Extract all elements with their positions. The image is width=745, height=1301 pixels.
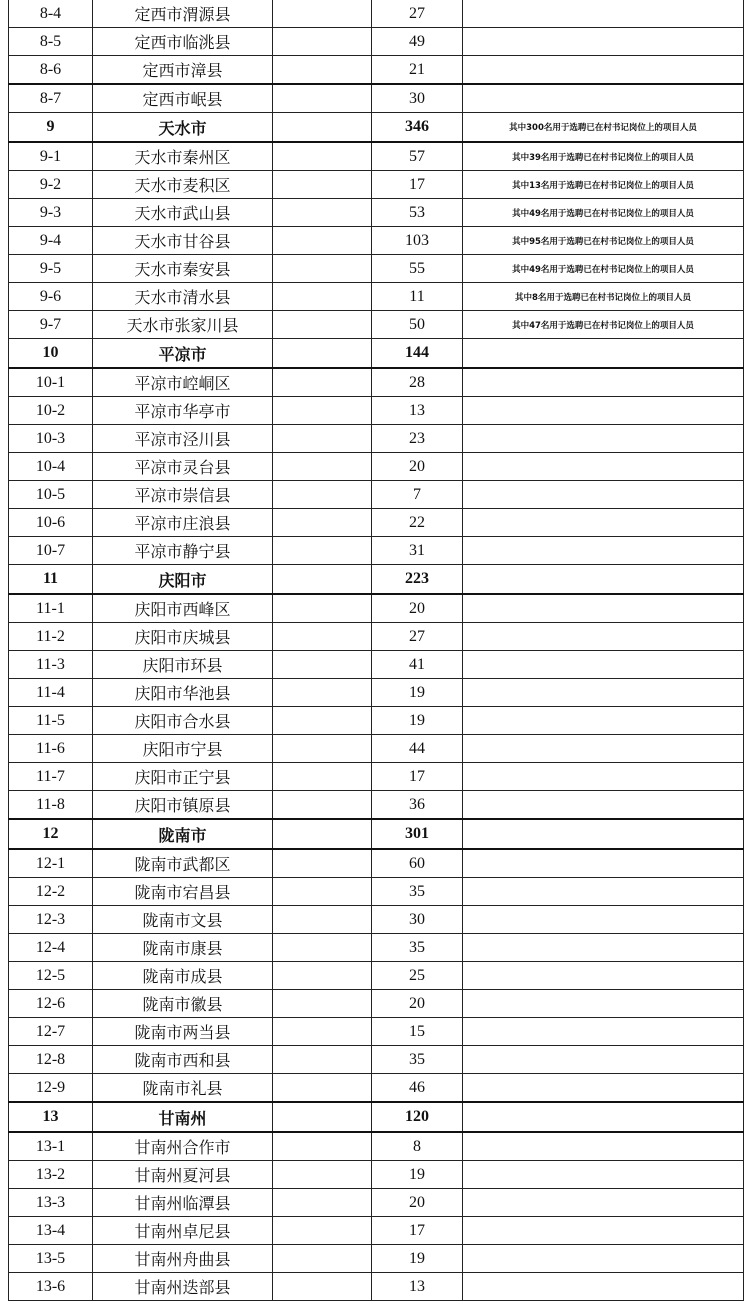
row-number: 11-6 xyxy=(9,735,93,763)
region-name: 庆阳市华池县 xyxy=(93,679,273,707)
quota-count: 23 xyxy=(372,425,463,453)
blank-cell xyxy=(273,651,372,679)
quota-count: 301 xyxy=(372,819,463,849)
region-name: 陇南市成县 xyxy=(93,962,273,990)
remark xyxy=(463,1046,744,1074)
table-row xyxy=(9,849,744,878)
row-number: 9-4 xyxy=(9,227,93,255)
blank-cell xyxy=(273,84,372,113)
table-row xyxy=(9,453,744,481)
remark xyxy=(463,763,744,791)
region-name: 庆阳市庆城县 xyxy=(93,623,273,651)
quota-count: 20 xyxy=(372,990,463,1018)
table-row xyxy=(9,906,744,934)
region-name: 甘南州 xyxy=(93,1102,273,1132)
quota-count: 49 xyxy=(372,28,463,56)
table-row xyxy=(9,962,744,990)
row-number: 13-1 xyxy=(9,1132,93,1161)
table-row xyxy=(9,0,744,28)
blank-cell xyxy=(273,906,372,934)
quota-count: 346 xyxy=(372,113,463,143)
table-row xyxy=(9,283,744,311)
row-number: 10-3 xyxy=(9,425,93,453)
quota-count: 21 xyxy=(372,56,463,85)
remark: 其中300名用于选聘已在村书记岗位上的项目人员 xyxy=(463,113,744,143)
blank-cell xyxy=(273,1189,372,1217)
row-number: 13 xyxy=(9,1102,93,1132)
region-name: 庆阳市宁县 xyxy=(93,735,273,763)
table-row-group xyxy=(9,1102,744,1132)
table-row xyxy=(9,594,744,623)
quota-count: 13 xyxy=(372,397,463,425)
blank-cell xyxy=(273,1245,372,1273)
region-name: 天水市 xyxy=(93,113,273,143)
remark xyxy=(463,962,744,990)
row-number: 12-9 xyxy=(9,1074,93,1103)
region-name: 天水市秦州区 xyxy=(93,142,273,171)
quota-count: 120 xyxy=(372,1102,463,1132)
remark xyxy=(463,934,744,962)
table-row xyxy=(9,227,744,255)
table-row xyxy=(9,481,744,509)
table-row xyxy=(9,707,744,735)
region-name: 天水市张家川县 xyxy=(93,311,273,339)
table-row xyxy=(9,990,744,1018)
blank-cell xyxy=(273,171,372,199)
blank-cell xyxy=(273,1074,372,1103)
region-name: 平凉市崆峒区 xyxy=(93,368,273,397)
remark xyxy=(463,56,744,85)
region-name: 庆阳市 xyxy=(93,565,273,595)
quota-count: 55 xyxy=(372,255,463,283)
remark: 其中39名用于选聘已在村书记岗位上的项目人员 xyxy=(463,142,744,171)
row-number: 10-1 xyxy=(9,368,93,397)
quota-count: 223 xyxy=(372,565,463,595)
region-name: 甘南州临潭县 xyxy=(93,1189,273,1217)
blank-cell xyxy=(273,339,372,369)
row-number: 8-6 xyxy=(9,56,93,85)
quota-count: 25 xyxy=(372,962,463,990)
table-row xyxy=(9,368,744,397)
quota-count: 17 xyxy=(372,763,463,791)
blank-cell xyxy=(273,1132,372,1161)
region-name: 甘南州夏河县 xyxy=(93,1161,273,1189)
region-name: 定西市岷县 xyxy=(93,84,273,113)
blank-cell xyxy=(273,763,372,791)
blank-cell xyxy=(273,368,372,397)
remark xyxy=(463,481,744,509)
remark xyxy=(463,0,744,28)
remark xyxy=(463,509,744,537)
blank-cell xyxy=(273,1217,372,1245)
row-number: 11-1 xyxy=(9,594,93,623)
row-number: 10-6 xyxy=(9,509,93,537)
region-name: 庆阳市环县 xyxy=(93,651,273,679)
table-row xyxy=(9,56,744,85)
blank-cell xyxy=(273,878,372,906)
table-row-group xyxy=(9,113,744,143)
region-name: 庆阳市西峰区 xyxy=(93,594,273,623)
remark xyxy=(463,1102,744,1132)
table-row xyxy=(9,763,744,791)
remark: 其中8名用于选聘已在村书记岗位上的项目人员 xyxy=(463,283,744,311)
blank-cell xyxy=(273,142,372,171)
row-number: 13-2 xyxy=(9,1161,93,1189)
blank-cell xyxy=(273,311,372,339)
blank-cell xyxy=(273,425,372,453)
blank-cell xyxy=(273,962,372,990)
table-row xyxy=(9,1046,744,1074)
remark xyxy=(463,906,744,934)
remark xyxy=(463,84,744,113)
region-name: 陇南市西和县 xyxy=(93,1046,273,1074)
remark: 其中13名用于选聘已在村书记岗位上的项目人员 xyxy=(463,171,744,199)
row-number: 9-3 xyxy=(9,199,93,227)
region-name: 平凉市庄浪县 xyxy=(93,509,273,537)
quota-count: 7 xyxy=(372,481,463,509)
remark xyxy=(463,1161,744,1189)
quota-count: 20 xyxy=(372,594,463,623)
blank-cell xyxy=(273,537,372,565)
quota-count: 27 xyxy=(372,623,463,651)
region-name: 平凉市泾川县 xyxy=(93,425,273,453)
table-row xyxy=(9,1074,744,1103)
quota-count: 17 xyxy=(372,171,463,199)
blank-cell xyxy=(273,1018,372,1046)
blank-cell xyxy=(273,819,372,849)
table-row xyxy=(9,84,744,113)
quota-count: 44 xyxy=(372,735,463,763)
blank-cell xyxy=(273,481,372,509)
blank-cell xyxy=(273,227,372,255)
quota-count: 50 xyxy=(372,311,463,339)
quota-count: 30 xyxy=(372,906,463,934)
quota-count: 28 xyxy=(372,368,463,397)
row-number: 12-4 xyxy=(9,934,93,962)
quota-count: 19 xyxy=(372,1161,463,1189)
remark xyxy=(463,707,744,735)
remark xyxy=(463,849,744,878)
table-row xyxy=(9,537,744,565)
blank-cell xyxy=(273,849,372,878)
blank-cell xyxy=(273,735,372,763)
blank-cell xyxy=(273,791,372,820)
region-name: 庆阳市合水县 xyxy=(93,707,273,735)
remark xyxy=(463,1217,744,1245)
quota-count: 17 xyxy=(372,1217,463,1245)
region-name: 平凉市崇信县 xyxy=(93,481,273,509)
table-row xyxy=(9,1245,744,1273)
region-name: 陇南市宕昌县 xyxy=(93,878,273,906)
region-name: 庆阳市镇原县 xyxy=(93,791,273,820)
region-name: 定西市漳县 xyxy=(93,56,273,85)
remark xyxy=(463,623,744,651)
row-number: 12-6 xyxy=(9,990,93,1018)
region-name: 甘南州卓尼县 xyxy=(93,1217,273,1245)
blank-cell xyxy=(273,707,372,735)
quota-count: 30 xyxy=(372,84,463,113)
row-number: 11-2 xyxy=(9,623,93,651)
table-row xyxy=(9,1132,744,1161)
table-row xyxy=(9,142,744,171)
table-row xyxy=(9,1217,744,1245)
table-row-group xyxy=(9,565,744,595)
remark: 其中95名用于选聘已在村书记岗位上的项目人员 xyxy=(463,227,744,255)
table-row xyxy=(9,1189,744,1217)
region-name: 天水市清水县 xyxy=(93,283,273,311)
remark xyxy=(463,735,744,763)
table-row xyxy=(9,425,744,453)
row-number: 10-7 xyxy=(9,537,93,565)
row-number: 9-5 xyxy=(9,255,93,283)
table-row xyxy=(9,1273,744,1301)
row-number: 10-4 xyxy=(9,453,93,481)
row-number: 11 xyxy=(9,565,93,595)
row-number: 11-8 xyxy=(9,791,93,820)
region-name: 天水市秦安县 xyxy=(93,255,273,283)
quota-count: 19 xyxy=(372,1245,463,1273)
blank-cell xyxy=(273,28,372,56)
remark xyxy=(463,651,744,679)
remark xyxy=(463,990,744,1018)
remark xyxy=(463,537,744,565)
row-number: 11-3 xyxy=(9,651,93,679)
row-number: 12-8 xyxy=(9,1046,93,1074)
quota-count: 19 xyxy=(372,707,463,735)
row-number: 8-5 xyxy=(9,28,93,56)
table-row xyxy=(9,1018,744,1046)
blank-cell xyxy=(273,255,372,283)
region-name: 陇南市礼县 xyxy=(93,1074,273,1103)
row-number: 13-6 xyxy=(9,1273,93,1301)
row-number: 11-5 xyxy=(9,707,93,735)
row-number: 9-2 xyxy=(9,171,93,199)
remark xyxy=(463,425,744,453)
region-name: 天水市麦积区 xyxy=(93,171,273,199)
row-number: 12-2 xyxy=(9,878,93,906)
quota-count: 27 xyxy=(372,0,463,28)
quota-count: 35 xyxy=(372,934,463,962)
row-number: 12-5 xyxy=(9,962,93,990)
row-number: 11-7 xyxy=(9,763,93,791)
region-name: 甘南州迭部县 xyxy=(93,1273,273,1301)
remark xyxy=(463,397,744,425)
table-row xyxy=(9,735,744,763)
row-number: 12 xyxy=(9,819,93,849)
remark: 其中47名用于选聘已在村书记岗位上的项目人员 xyxy=(463,311,744,339)
region-name: 陇南市康县 xyxy=(93,934,273,962)
row-number: 12-3 xyxy=(9,906,93,934)
quota-count: 20 xyxy=(372,1189,463,1217)
region-name: 庆阳市正宁县 xyxy=(93,763,273,791)
remark xyxy=(463,453,744,481)
table-row xyxy=(9,791,744,820)
blank-cell xyxy=(273,509,372,537)
quota-count: 35 xyxy=(372,1046,463,1074)
remark xyxy=(463,679,744,707)
table-row xyxy=(9,397,744,425)
quota-count: 22 xyxy=(372,509,463,537)
remark xyxy=(463,1245,744,1273)
blank-cell xyxy=(273,56,372,85)
quota-count: 35 xyxy=(372,878,463,906)
table-row xyxy=(9,28,744,56)
blank-cell xyxy=(273,990,372,1018)
blank-cell xyxy=(273,934,372,962)
blank-cell xyxy=(273,453,372,481)
region-name: 天水市甘谷县 xyxy=(93,227,273,255)
table-row xyxy=(9,199,744,227)
blank-cell xyxy=(273,113,372,143)
remark xyxy=(463,1189,744,1217)
blank-cell xyxy=(273,1102,372,1132)
blank-cell xyxy=(273,0,372,28)
row-number: 9 xyxy=(9,113,93,143)
table-row xyxy=(9,878,744,906)
blank-cell xyxy=(273,1273,372,1301)
blank-cell xyxy=(273,565,372,595)
blank-cell xyxy=(273,594,372,623)
quota-count: 103 xyxy=(372,227,463,255)
region-name: 平凉市静宁县 xyxy=(93,537,273,565)
region-name: 定西市渭源县 xyxy=(93,0,273,28)
table-row-group xyxy=(9,819,744,849)
table-row xyxy=(9,171,744,199)
region-name: 陇南市文县 xyxy=(93,906,273,934)
blank-cell xyxy=(273,199,372,227)
quota-count: 15 xyxy=(372,1018,463,1046)
row-number: 12-1 xyxy=(9,849,93,878)
quota-table-body xyxy=(9,0,744,1301)
row-number: 13-4 xyxy=(9,1217,93,1245)
table-row xyxy=(9,509,744,537)
remark xyxy=(463,1132,744,1161)
remark xyxy=(463,1018,744,1046)
quota-count: 19 xyxy=(372,679,463,707)
region-name: 定西市临洮县 xyxy=(93,28,273,56)
remark xyxy=(463,368,744,397)
row-number: 12-7 xyxy=(9,1018,93,1046)
remark xyxy=(463,878,744,906)
quota-count: 36 xyxy=(372,791,463,820)
blank-cell xyxy=(273,397,372,425)
table-row xyxy=(9,1161,744,1189)
remark xyxy=(463,1074,744,1103)
table-row xyxy=(9,934,744,962)
region-name: 甘南州舟曲县 xyxy=(93,1245,273,1273)
region-name: 陇南市武都区 xyxy=(93,849,273,878)
region-name: 平凉市灵台县 xyxy=(93,453,273,481)
table-row xyxy=(9,311,744,339)
table-row xyxy=(9,623,744,651)
quota-count: 20 xyxy=(372,453,463,481)
remark xyxy=(463,791,744,820)
quota-count: 8 xyxy=(372,1132,463,1161)
remark xyxy=(463,1273,744,1301)
region-name: 平凉市华亭市 xyxy=(93,397,273,425)
region-name: 陇南市 xyxy=(93,819,273,849)
quota-count: 13 xyxy=(372,1273,463,1301)
quota-count: 57 xyxy=(372,142,463,171)
region-name: 平凉市 xyxy=(93,339,273,369)
blank-cell xyxy=(273,679,372,707)
blank-cell xyxy=(273,1161,372,1189)
remark xyxy=(463,28,744,56)
table-row xyxy=(9,679,744,707)
quota-count: 60 xyxy=(372,849,463,878)
region-name: 天水市武山县 xyxy=(93,199,273,227)
quota-count: 46 xyxy=(372,1074,463,1103)
blank-cell xyxy=(273,1046,372,1074)
region-name: 陇南市两当县 xyxy=(93,1018,273,1046)
remark: 其中49名用于选聘已在村书记岗位上的项目人员 xyxy=(463,255,744,283)
quota-count: 11 xyxy=(372,283,463,311)
row-number: 9-1 xyxy=(9,142,93,171)
table-row-group xyxy=(9,339,744,369)
quota-table xyxy=(8,0,744,1301)
table-row xyxy=(9,651,744,679)
region-name: 陇南市徽县 xyxy=(93,990,273,1018)
blank-cell xyxy=(273,623,372,651)
table-row xyxy=(9,255,744,283)
row-number: 8-4 xyxy=(9,0,93,28)
row-number: 9-7 xyxy=(9,311,93,339)
row-number: 13-5 xyxy=(9,1245,93,1273)
row-number: 9-6 xyxy=(9,283,93,311)
quota-count: 41 xyxy=(372,651,463,679)
region-name: 甘南州合作市 xyxy=(93,1132,273,1161)
row-number: 8-7 xyxy=(9,84,93,113)
remark: 其中49名用于选聘已在村书记岗位上的项目人员 xyxy=(463,199,744,227)
quota-count: 144 xyxy=(372,339,463,369)
row-number: 13-3 xyxy=(9,1189,93,1217)
row-number: 10-5 xyxy=(9,481,93,509)
row-number: 10 xyxy=(9,339,93,369)
remark xyxy=(463,819,744,849)
remark xyxy=(463,594,744,623)
quota-count: 53 xyxy=(372,199,463,227)
remark xyxy=(463,339,744,369)
remark xyxy=(463,565,744,595)
quota-count: 31 xyxy=(372,537,463,565)
blank-cell xyxy=(273,283,372,311)
row-number: 11-4 xyxy=(9,679,93,707)
row-number: 10-2 xyxy=(9,397,93,425)
